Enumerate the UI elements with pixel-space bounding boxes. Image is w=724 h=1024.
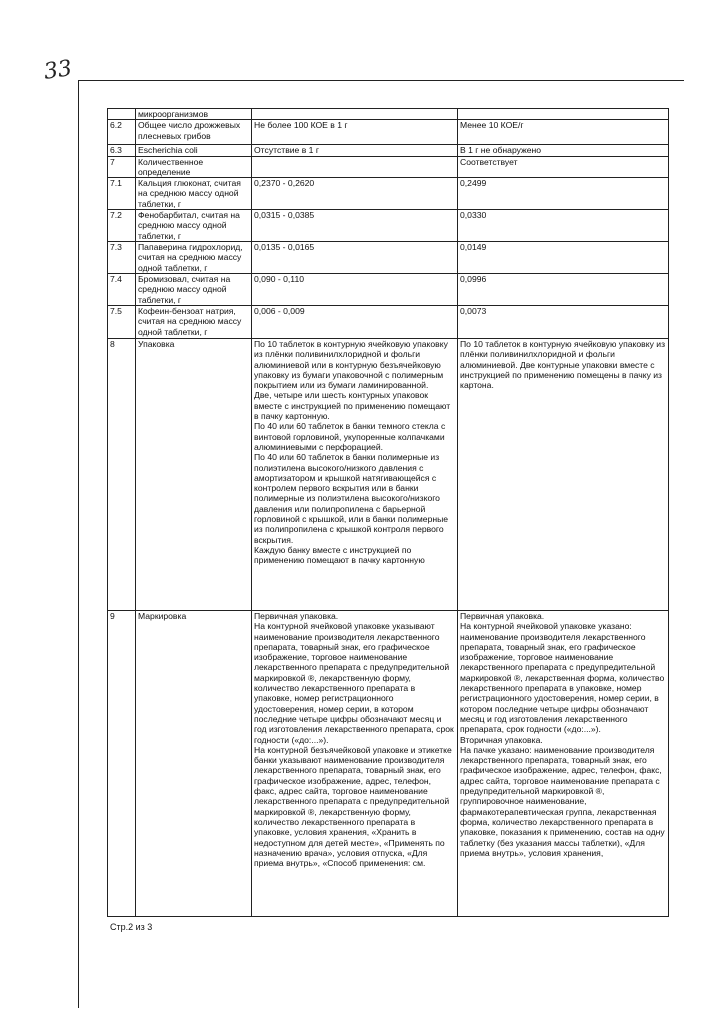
table-row [108,610,669,916]
row-number: 7.1 [108,178,136,210]
table-row [108,156,669,178]
row-norm: 0,2370 - 0,2620 [252,178,458,210]
row-number: 7.5 [108,305,136,338]
row-parameter: Бромизовал, считая на среднюю массу одной таблетки, г [136,273,252,305]
row-norm: 0,090 - 0,110 [252,273,458,305]
row-result: 0,2499 [458,178,669,210]
row-result: 0,0073 [458,305,669,338]
row-parameter: Маркировка [136,610,252,916]
row-result: 0,0330 [458,210,669,242]
row-result: По 10 таблеток в контурную ячейковую упаковку из плёнки поливинилхлоридной и фольги алюминиевой. Две контурные упаковки вместе с инструкцией по применению помещены в пачку из картона. [458,338,669,610]
table-row [108,109,669,120]
row-result: Менее 10 КОЕ/г [458,120,669,145]
row-number: 9 [108,610,136,916]
row-parameter: Папаверина гидрохлорид, считая на среднюю массу одной таблетки, г [136,241,252,273]
row-result: 0,0149 [458,241,669,273]
row-norm: 0,0315 - 0,0385 [252,210,458,242]
row-parameter: Количественное определение [136,156,252,178]
table-row [108,241,669,273]
row-norm: 0,006 - 0,009 [252,305,458,338]
row-norm: Отсутствие в 1 г [252,145,458,156]
row-parameter: Фенобарбитал, считая на среднюю массу одной таблетки, г [136,210,252,242]
row-result: В 1 г не обнаружено [458,145,669,156]
row-number: 7.4 [108,273,136,305]
row-number: 6.3 [108,145,136,156]
table-row [108,210,669,242]
row-parameter: микроорганизмов [136,109,252,120]
row-result: Первичная упаковка. На контурной ячейковой упаковке указано: наименование производителя лекарственного препарата, товарный знак, его графическое изображение, торговое наименование лекарственного препарата с предупредительной маркировкой ®, лекарственная форма, количество лекарственного препарата в упаковке, номер регистрационного удостоверения, номер серии, в котором последние четыре цифры обозначают месяц и год изготовления лекарственного препарата, срок годности («до:...»). Вторичная упаковка. На пачке указано: наименование производителя лекарственного препарата, товарный знак, его графическое изображение, адрес, телефон, факс, адрес сайта, торговое наименование препарата с предупредительной маркировкой ®, группировочное наименование, фармакотерапевтическая группа, лекарственная форма, количество лекарственного препарата в упаковке, показания к применению, состав на одну таблетку (без указания массы таблетки), «Для приема внутрь», условия хранения, [458,610,669,916]
row-norm [252,109,458,120]
page-footer: Стр.2 из 3 [110,922,153,932]
table-row [108,305,669,338]
row-norm: Первичная упаковка. На контурной ячейковой упаковке указывают наименование производителя лекарственного препарата, товарный знак, его графическое изображение, торговое наименование лекарственного препарата с предупредительной маркировкой ®, лекарственную форму, количество лекарственного препарата в упаковке, номер регистрационного удостоверения, номер серии, в котором последние четыре цифры обозначают месяц и год изготовления лекарственного препарата, срок годности («до:...»). На контурной безъячейковой упаковке и этикетке банки указывают наименование производителя лекарственного препарата, товарный знак, его графическое изображение, адрес, телефон, факс, адрес сайта, торговое наименование лекарственного препарата с предупредительной маркировкой ®, лекарственную форму, количество лекарственного препарата в упаковке, условия хранения, «Хранить в недоступном для детей месте», «Применять по назначению врача», условия отпуска, «Для приема внутрь», «Способ применения: см. [252,610,458,916]
handwritten-page-number: 33 [42,56,74,85]
row-number: 7.3 [108,241,136,273]
row-norm: 0,0135 - 0,0165 [252,241,458,273]
row-parameter: Escherichia coli [136,145,252,156]
table-row [108,338,669,610]
row-number: 6.2 [108,120,136,145]
table-row [108,273,669,305]
row-number: 8 [108,338,136,610]
row-result: 0,0996 [458,273,669,305]
row-parameter: Упаковка [136,338,252,610]
row-result: Соответствует [458,156,669,178]
row-parameter: Кальция глюконат, считая на среднюю массу одной таблетки, г [136,178,252,210]
row-norm [252,156,458,178]
row-number: 7.2 [108,210,136,242]
row-parameter: Кофеин-бензоат натрия, считая на среднюю массу одной таблетки, г [136,305,252,338]
row-number: 7 [108,156,136,178]
row-norm: По 10 таблеток в контурную ячейковую упаковку из плёнки поливинилхлоридной и фольги алюминиевой или в контурную безъячейковую упаковку из бумаги упаковочной с полимерным покрытием или из бумаги ламинированной. Две, четыре или шесть контурных упаковок вместе с инструкцией по применению помещают в пачку картонную. По 40 или 60 таблеток в банки темного стекла с винтовой горловиной, укупоренные колпачками алюминиевыми с перфорацией. По 40 или 60 таблеток в банки полимерные из полиэтилена высокого/низкого давления с амортизатором и крышкой натягивающейся с контролем первого вскрытия или в банки полимерные из полиэтилена высокого/низкого давления или полипропилена с барьерной горловиной с крышкой, или в банки полимерные из полипропилена с крышкой контроля первого вскрытия. Каждую банку вместе с инструкцией по применению помещают в пачку картонную [252,338,458,610]
specification-table [107,108,669,917]
table-row [108,120,669,145]
table-row [108,178,669,210]
row-number [108,109,136,120]
table-row [108,145,669,156]
row-result [458,109,669,120]
row-parameter: Общее число дрожжевых плесневых грибов [136,120,252,145]
row-norm: Не более 100 КОЕ в 1 г [252,120,458,145]
